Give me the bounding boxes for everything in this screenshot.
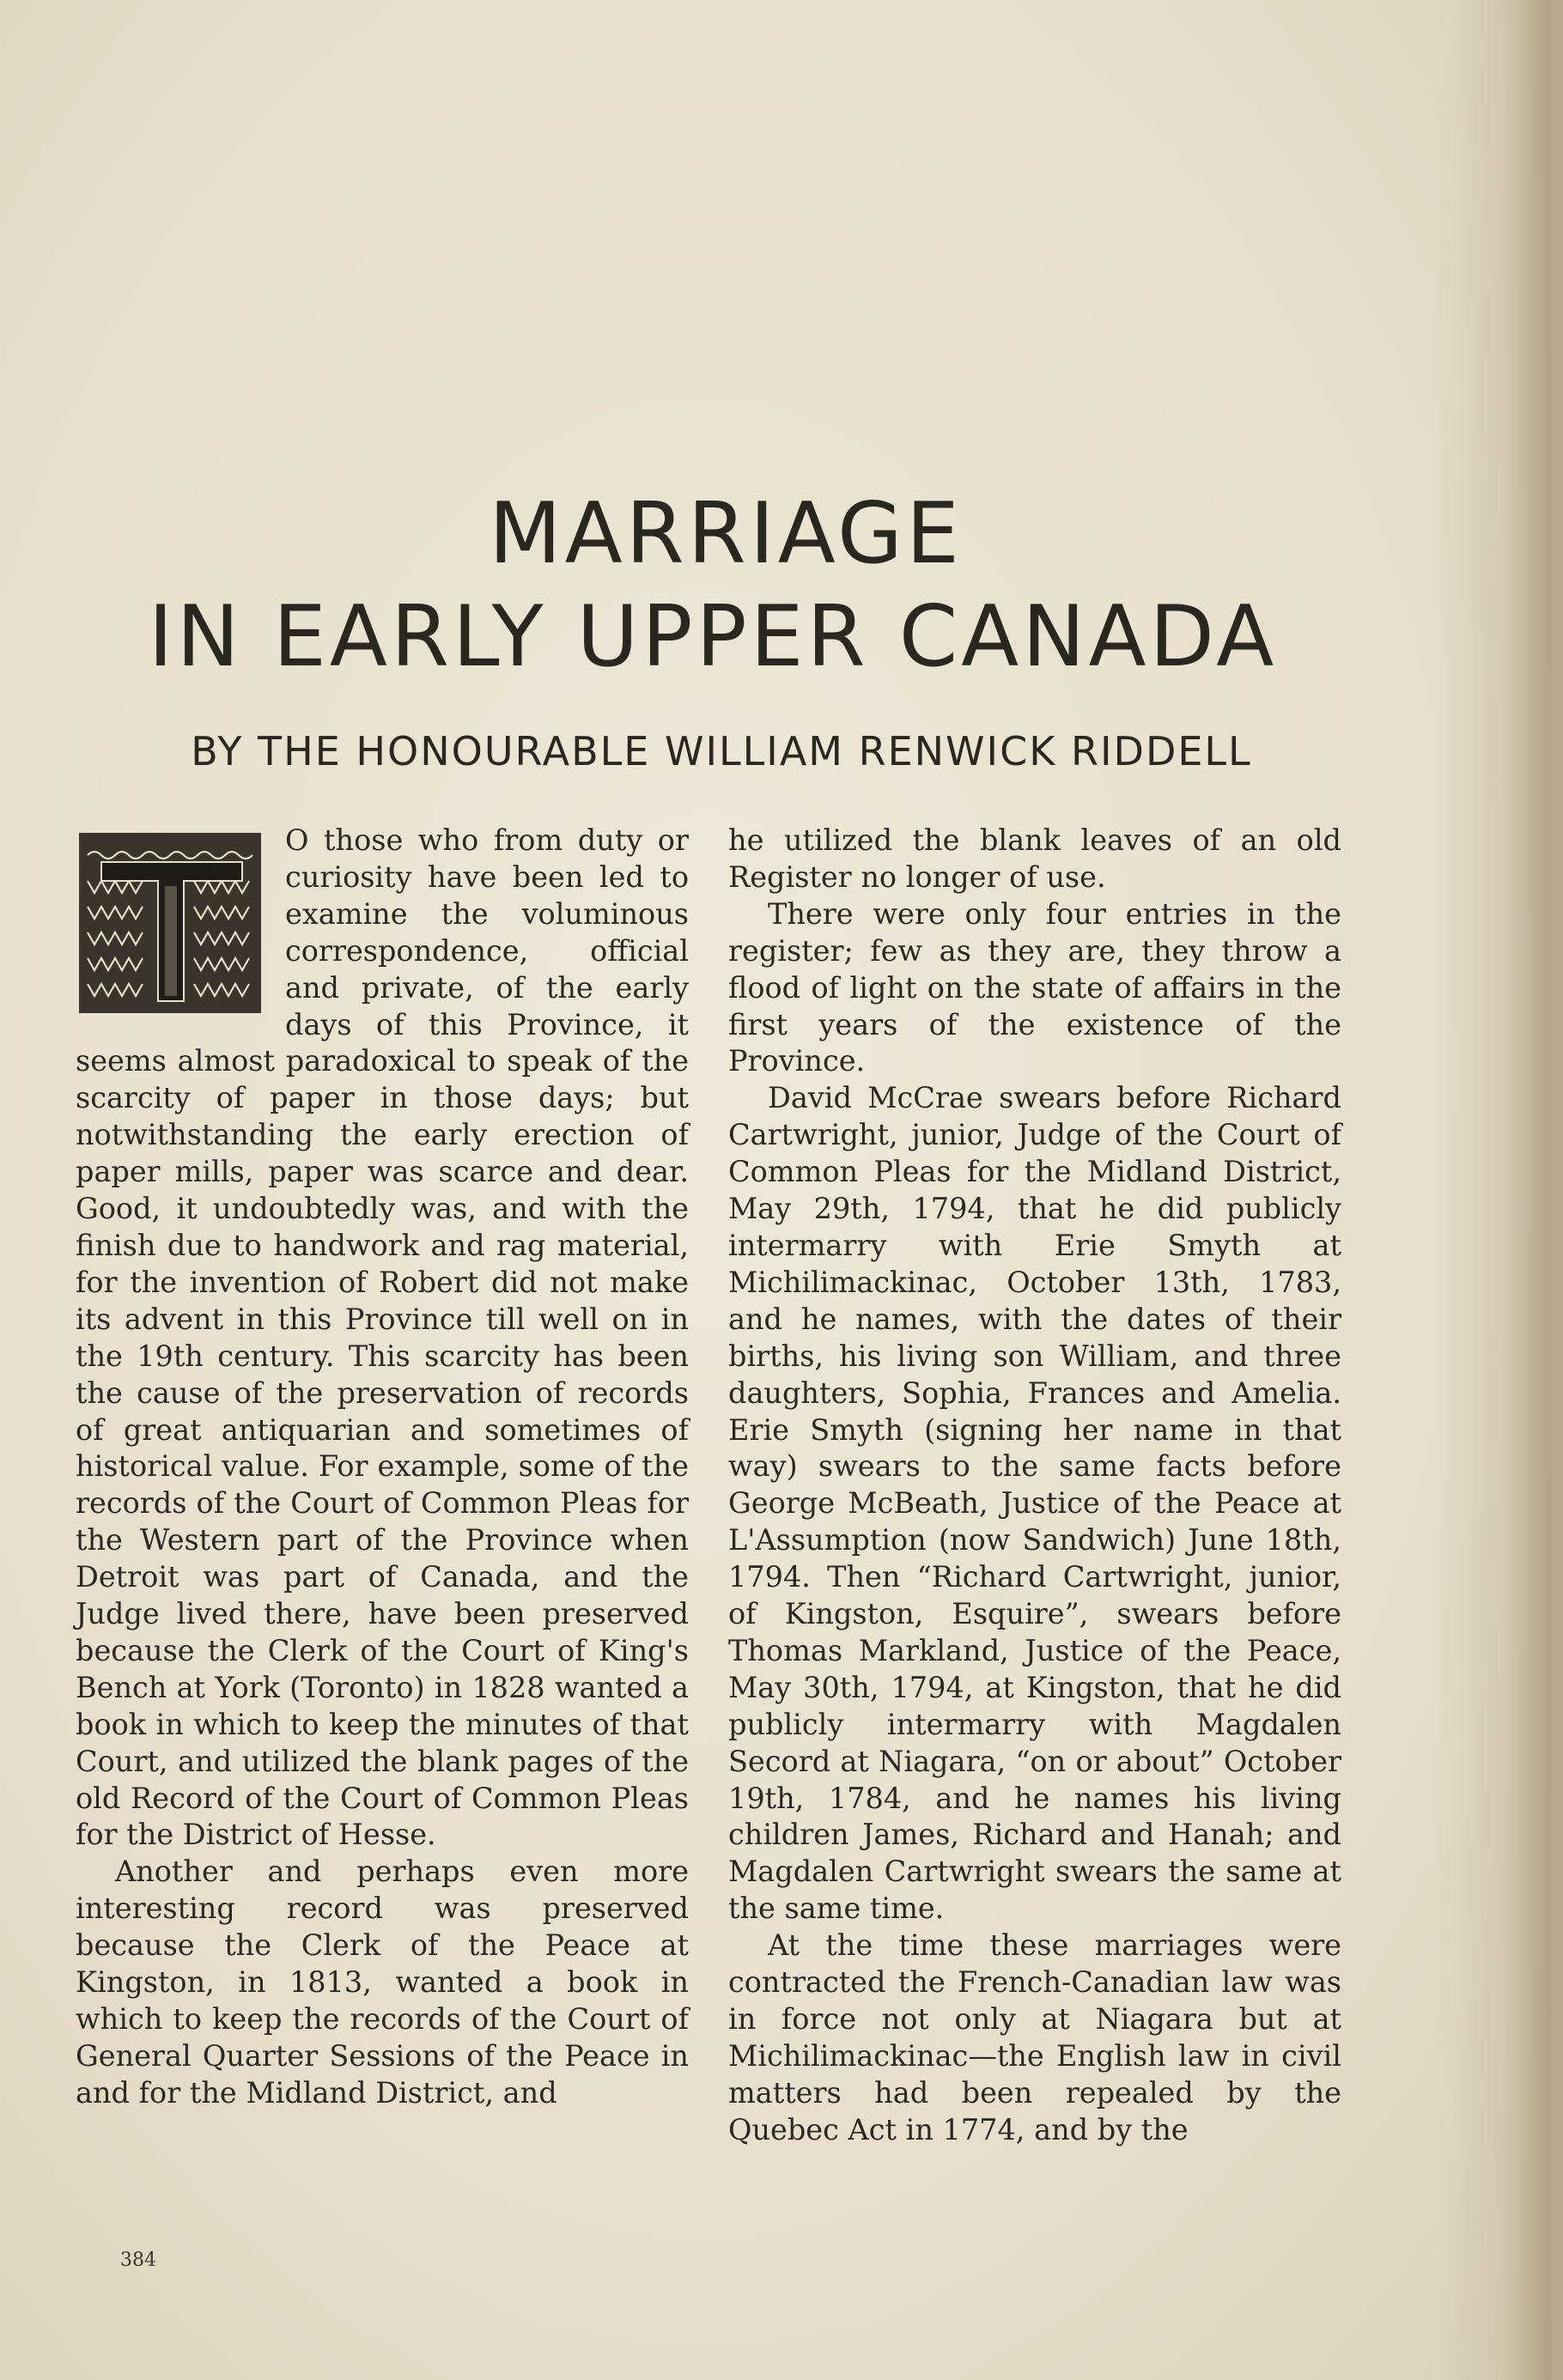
left-column: [76, 823, 689, 2112]
right-column: [728, 823, 1341, 2149]
page-gutter-shadow: [1434, 0, 1563, 2380]
paragraph: At the time these marriages were contracted the French-Canadian law was in force not only at Niagara but at Michilimackinac—the English law in civil matters had been repealed by the Quebec Act in 1774, and by the: [728, 1928, 1341, 2146]
page-number: 384: [120, 2249, 156, 2271]
article-title-line-2: IN EARLY UPPER CANADA: [148, 588, 1278, 686]
paragraph: he utilized the blank leaves of an old Register no longer of use.: [728, 823, 1341, 894]
author-byline: BY THE HONOURABLE WILLIAM RENWICK RIDDELL: [191, 728, 1252, 774]
drop-cap-T-ornament: [76, 829, 265, 1017]
paragraph: David McCrae swears before Richard Cartwright, junior, Judge of the Court of Common Pleas for the Midland District, May 29th, 1794, that he did publicly intermarry with Erie Smyth at Michilimackinac, October 13th, 1783, and he names, with the dates of their births, his living son William, and three daughters, Sophia, Frances and Amelia. Erie Smyth (signing her name in that way) swears to the same facts before George McBeath, Justice of the Peace at L'Assumption (now Sandwich) June 18th, 1794. Then “Richard Cartwright, junior, of Kingston, Esquire”, swears before Thomas Markland, Justice of the Peace, May 30th, 1794, at Kingston, that he did publicly intermarry with Magdalen Secord at Niagara, “on or about” October 19th, 1784, and he names his living children James, Richard and Hanah; and Magdalen Cartwright swears the same at the same time.: [728, 1081, 1341, 1926]
paragraph: There were only four entries in the register; few as they are, they throw a flood of light on the state of affairs in the first years of the existence of the Province.: [728, 896, 1341, 1078]
paragraph: Another and perhaps even more interesting record was preserved because the Clerk of the Peace at Kingston, in 1813, wanted a book in which to keep the records of the Court of General Quarter Sessions of the Peace in and for the Midland District, and: [76, 1855, 689, 2110]
article-title-line-1: MARRIAGE: [489, 485, 963, 583]
page-edge: [1551, 0, 1563, 2380]
ornamental-drop-cap: [76, 829, 265, 1017]
paragraph: O those who from duty or curiosity have been led to examine the voluminous correspondence, official and private, of the early days of this Province, it seems almost paradoxical to speak of the scarcity of paper in those days; but notwithstanding the early erection of paper mills, paper was scarce and dear. Good, it undoubtedly was, and with the finish due to handwork and rag material, for the invention of Robert did not make its advent in this Province till well on in the 19th century. This scarcity has been the cause of the preservation of records of great antiquarian and sometimes of historical value. For example, some of the records of the Court of Common Pleas for the Western part of the Province when Detroit was part of Canada, and the Judge lived there, have been preserved because the Clerk of the Court of King's Bench at York (Toronto) in 1828 wanted a book in which to keep the minutes of that Court, and utilized the blank pages of the old Record of the Court of Common Pleas for the District of Hesse.: [76, 823, 689, 1852]
